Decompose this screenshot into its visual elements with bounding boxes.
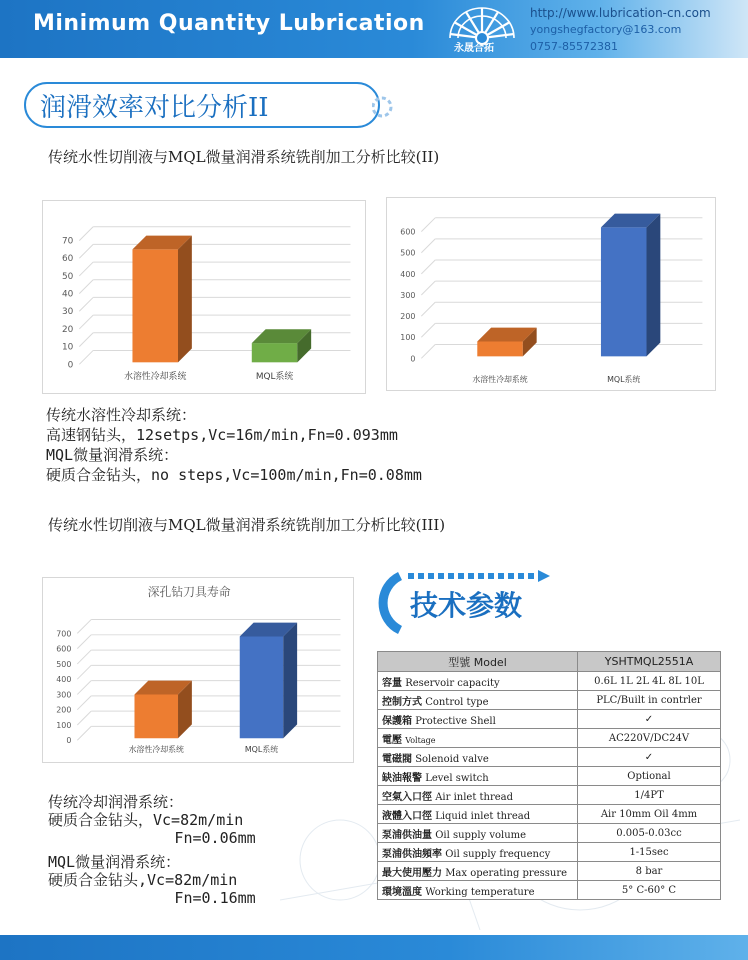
spec-param-zh: 最大使用壓力 bbox=[382, 867, 442, 879]
spec-row bbox=[378, 691, 721, 710]
gridline-diag bbox=[421, 302, 435, 316]
category-label: 水溶性冷却系统 bbox=[472, 375, 528, 385]
bar-side bbox=[178, 236, 192, 363]
spec-param-zh: 泵浦供油頻率 bbox=[382, 848, 442, 860]
spec-row bbox=[378, 672, 721, 691]
category-label: MQL系统 bbox=[607, 375, 641, 385]
gridline-diag bbox=[77, 620, 91, 634]
y-tick-label: 200 bbox=[400, 312, 416, 322]
spec-param-en: Reservoir capacity bbox=[405, 677, 500, 689]
spec-row bbox=[378, 824, 721, 843]
y-tick-label: 500 bbox=[400, 248, 416, 258]
gridline-diag bbox=[421, 260, 435, 274]
gridline-diag bbox=[421, 344, 435, 358]
spec-param-en: Oil supply volume bbox=[435, 829, 527, 841]
gridline-diag bbox=[79, 262, 93, 276]
y-tick-label: 60 bbox=[62, 254, 74, 265]
y-tick-label: 40 bbox=[62, 289, 74, 300]
spec-param-zh: 環境溫度 bbox=[382, 886, 422, 898]
spec-value: AC220V/DC24V bbox=[578, 729, 721, 748]
spec-row bbox=[378, 786, 721, 805]
spec-param bbox=[378, 672, 578, 691]
spec-table bbox=[377, 651, 721, 900]
gridline-diag bbox=[421, 281, 435, 295]
spec-param-zh: 泵浦供油量 bbox=[382, 829, 432, 841]
tech-title: 技术参数 bbox=[410, 589, 523, 622]
spec-value: Optional bbox=[578, 767, 721, 786]
gridline-diag bbox=[79, 227, 93, 241]
spec-row bbox=[378, 748, 721, 767]
spec-param-zh: 缺油報警 bbox=[382, 772, 422, 784]
section1-note-4: 硬质合金钻头，no steps,Vc=100m/min,Fn=0.08mm bbox=[46, 466, 422, 484]
gridline-diag bbox=[77, 726, 91, 740]
spec-value: PLC/Built in contrler bbox=[578, 691, 721, 710]
gridline-diag bbox=[77, 696, 91, 710]
y-tick-label: 600 bbox=[400, 227, 416, 237]
category-label: 水溶性冷却系统 bbox=[124, 372, 187, 383]
gridline-diag bbox=[77, 681, 91, 695]
spec-row bbox=[378, 881, 721, 900]
website-link[interactable]: http://www.lubrication-cn.com bbox=[530, 6, 711, 20]
gear-decoration-icon bbox=[372, 92, 398, 122]
spec-row bbox=[378, 710, 721, 729]
spec-value: 0.005-0.03cc bbox=[578, 824, 721, 843]
spec-param-en: Voltage bbox=[405, 735, 436, 745]
y-tick-label: 300 bbox=[56, 690, 72, 700]
spec-param-en: Solenoid valve bbox=[415, 753, 489, 765]
spec-param bbox=[378, 881, 578, 900]
spec-param-en: Oil supply frequency bbox=[445, 848, 551, 860]
section2-note-4: MQL微量润滑系统： bbox=[48, 853, 181, 871]
gridline-diag bbox=[421, 323, 435, 337]
spec-param-en: Working temperature bbox=[425, 886, 535, 898]
gridline-diag bbox=[77, 635, 91, 649]
spec-header-value: YSHTMQL2551A bbox=[578, 652, 721, 672]
y-tick-label: 700 bbox=[56, 629, 72, 639]
section2-subtitle: 传统水性切削液与MQL微量润滑系统铣削加工分析比较(III) bbox=[48, 516, 446, 534]
gridline-diag bbox=[421, 218, 435, 232]
spec-param bbox=[378, 748, 578, 767]
chart-2 bbox=[386, 197, 716, 391]
category-label: MQL系统 bbox=[255, 372, 294, 383]
page-title: 润滑效率对比分析II bbox=[40, 93, 269, 123]
category-label: 水溶性冷却系统 bbox=[128, 745, 184, 755]
section2-note-5: 硬质合金钻头,Vc=82m/min bbox=[48, 871, 238, 889]
spec-param-en: Air inlet thread bbox=[435, 791, 514, 803]
spec-param-zh: 空氣入口徑 bbox=[382, 791, 432, 803]
section2-note-1: 传统冷却润滑系统： bbox=[48, 793, 184, 811]
y-tick-label: 100 bbox=[56, 720, 72, 730]
spec-param bbox=[378, 691, 578, 710]
section2-note-2: 硬质合金钻头，Vc=82m/min bbox=[48, 811, 244, 829]
spec-param-zh: 控制方式 bbox=[382, 696, 422, 708]
y-tick-label: 400 bbox=[56, 675, 72, 685]
y-tick-label: 200 bbox=[56, 705, 72, 715]
section2-note-6: Fn=0.16mm bbox=[48, 889, 256, 907]
bar bbox=[252, 343, 298, 362]
spec-value: ✓ bbox=[578, 710, 721, 729]
spec-param bbox=[378, 710, 578, 729]
y-tick-label: 300 bbox=[400, 290, 416, 300]
bar bbox=[601, 227, 647, 356]
phone-number: 0757-85572381 bbox=[530, 40, 618, 53]
spec-value: 1-15sec bbox=[578, 843, 721, 862]
bar-side bbox=[646, 214, 660, 357]
spec-row bbox=[378, 862, 721, 881]
spec-value: 1/4PT bbox=[578, 786, 721, 805]
spec-value: Air 10mm Oil 4mm bbox=[578, 805, 721, 824]
spec-param bbox=[378, 824, 578, 843]
gridline-diag bbox=[79, 297, 93, 311]
gridline-diag bbox=[79, 315, 93, 329]
y-tick-label: 10 bbox=[62, 342, 74, 353]
spec-header-row bbox=[378, 652, 721, 672]
email-link[interactable]: yongshegfactory@163.com bbox=[530, 23, 682, 36]
section1-note-3: MQL微量润滑系统： bbox=[46, 446, 179, 464]
y-tick-label: 0 bbox=[410, 354, 416, 364]
bar bbox=[132, 249, 178, 362]
spec-param bbox=[378, 862, 578, 881]
spec-param bbox=[378, 843, 578, 862]
y-tick-label: 20 bbox=[62, 324, 74, 335]
y-tick-label: 500 bbox=[56, 659, 72, 669]
spec-param-zh: 保護箱 bbox=[382, 715, 412, 727]
gridline-diag bbox=[79, 333, 93, 347]
section1-note-1: 传统水溶性冷却系统： bbox=[46, 406, 197, 424]
spec-row bbox=[378, 805, 721, 824]
y-tick-label: 70 bbox=[62, 236, 74, 247]
gridline-diag bbox=[77, 650, 91, 664]
y-tick-label: 30 bbox=[62, 307, 74, 318]
gridline-diag bbox=[77, 665, 91, 679]
company-name: 永晟合拓 bbox=[454, 43, 494, 54]
gridline-diag bbox=[79, 280, 93, 294]
spec-param bbox=[378, 786, 578, 805]
spec-param bbox=[378, 805, 578, 824]
gridline-diag bbox=[79, 244, 93, 258]
spec-row bbox=[378, 843, 721, 862]
spec-param-zh: 液體入口徑 bbox=[382, 810, 432, 822]
bar bbox=[477, 341, 523, 356]
y-tick-label: 400 bbox=[400, 269, 416, 279]
spec-param-en: Control type bbox=[425, 696, 489, 708]
footer-bar bbox=[0, 935, 748, 960]
y-tick-label: 50 bbox=[62, 271, 74, 282]
y-tick-label: 0 bbox=[67, 360, 74, 371]
chart-title: 深孔钻刀具寿命 bbox=[147, 584, 231, 599]
spec-row bbox=[378, 729, 721, 748]
brand-title: Minimum Quantity Lubrication bbox=[33, 11, 425, 36]
spec-param-en: Liquid inlet thread bbox=[435, 810, 531, 822]
gridline-diag bbox=[77, 711, 91, 725]
spec-value: 5° C-60° C bbox=[578, 881, 721, 900]
category-label: MQL系统 bbox=[244, 745, 279, 755]
y-tick-label: 100 bbox=[400, 333, 416, 343]
spec-param bbox=[378, 767, 578, 786]
spec-param-en: Max operating pressure bbox=[445, 867, 568, 879]
spec-param-zh: 電壓 bbox=[382, 734, 402, 746]
spec-header-param: 型號 Model bbox=[378, 652, 578, 672]
chart-1 bbox=[42, 200, 366, 394]
spec-row bbox=[378, 767, 721, 786]
section2-note-3: Fn=0.06mm bbox=[48, 829, 256, 847]
y-tick-label: 0 bbox=[66, 736, 72, 746]
spec-value: 8 bar bbox=[578, 862, 721, 881]
spec-param-zh: 容量 bbox=[382, 677, 402, 689]
bar bbox=[134, 694, 178, 738]
spec-value: ✓ bbox=[578, 748, 721, 767]
gridline-diag bbox=[421, 239, 435, 253]
bar bbox=[240, 636, 284, 738]
spec-value: 0.6L 1L 2L 4L 8L 10L bbox=[578, 672, 721, 691]
y-tick-label: 600 bbox=[56, 644, 72, 654]
spec-param bbox=[378, 729, 578, 748]
section1-subtitle: 传统水性切削液与MQL微量润滑系统铣削加工分析比较(II) bbox=[48, 148, 440, 166]
spec-param-zh: 電磁閥 bbox=[382, 753, 412, 765]
spec-param-en: Level switch bbox=[425, 772, 489, 784]
spec-param-en: Protective Shell bbox=[415, 715, 496, 727]
gridline-diag bbox=[79, 350, 93, 364]
section1-note-2: 高速钢钻头，12setps,Vc=16m/min,Fn=0.093mm bbox=[46, 426, 398, 444]
